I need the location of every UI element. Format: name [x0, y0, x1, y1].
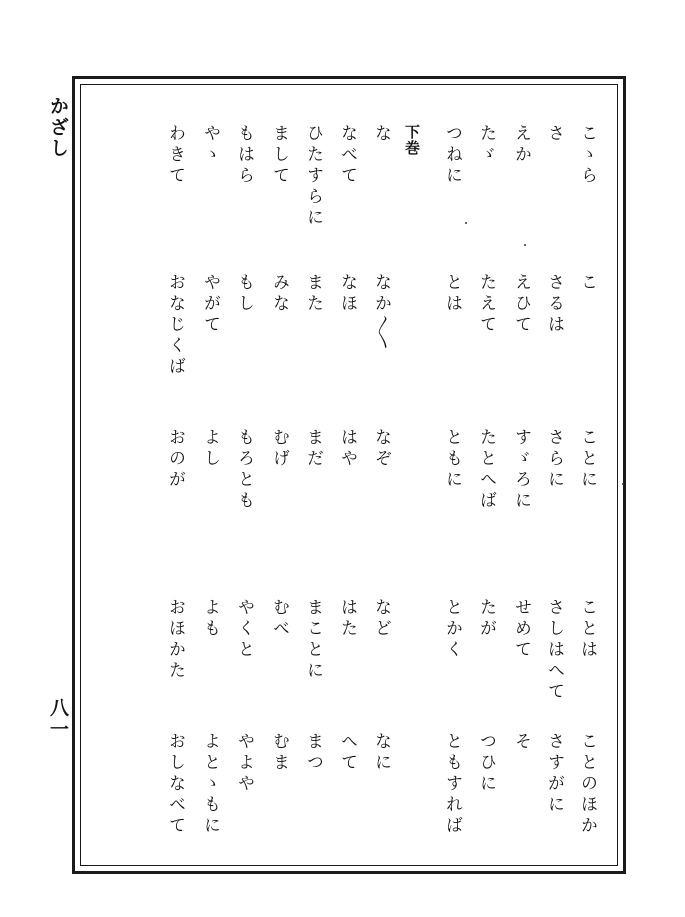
word-entry: すゞろに — [511, 428, 531, 512]
word-entry: よとゝもに — [200, 732, 220, 837]
word-entry: やゝ — [200, 124, 220, 166]
word-entry: むげ — [269, 428, 289, 470]
word-entry: つひに — [476, 732, 496, 795]
word-entry: こ — [577, 273, 597, 294]
word-entry: むま — [269, 732, 289, 774]
word-entry: そ — [511, 732, 531, 753]
word-entry: もはら — [234, 124, 254, 187]
word-entry: おほかた — [165, 598, 185, 682]
word-entry: ことのほか — [577, 732, 597, 837]
word-entry: もろとも — [234, 428, 254, 512]
word-entry: えか — [511, 124, 531, 166]
word-entry: まことに — [303, 598, 323, 682]
word-entry: へて — [337, 732, 357, 774]
word-entry: たが — [476, 598, 496, 640]
word-entry: さしはへて — [544, 598, 564, 703]
word-entry: さらに — [544, 428, 564, 491]
word-entry: とかく — [442, 598, 462, 661]
word-entry: なほ — [337, 273, 357, 315]
running-head: かざし — [47, 96, 69, 159]
word-entry: わきて — [165, 124, 185, 187]
word-entry: やくと — [234, 598, 254, 661]
word-entry: みな — [269, 273, 289, 315]
word-entry: また — [303, 273, 323, 315]
word-entry: はた — [337, 598, 357, 640]
word-entry: な — [371, 124, 391, 145]
page-number: 八一 — [47, 698, 69, 740]
word-entry: よし — [200, 428, 220, 470]
section-heading: 下巻 — [403, 124, 421, 156]
word-entry: おなじくば — [165, 273, 185, 378]
word-entry: つねに — [442, 124, 462, 187]
word-entry: せめて — [511, 598, 531, 661]
word-entry: など — [371, 598, 391, 640]
word-entry: はや — [337, 428, 357, 470]
word-entry: さすがに — [544, 732, 564, 816]
print-speck — [622, 483, 624, 485]
word-entry: こゝら — [577, 124, 597, 187]
word-entry: たえて — [476, 273, 496, 336]
word-entry: ひたすらに — [303, 124, 323, 229]
word-entry: たゞ — [476, 124, 496, 166]
word-entry: まして — [269, 124, 289, 187]
word-entry: やがて — [200, 273, 220, 336]
word-entry: さ — [544, 124, 564, 145]
word-entry: さるは — [544, 273, 564, 336]
word-entry: むべ — [269, 598, 289, 640]
word-entry: まだ — [303, 428, 323, 470]
word-entry: なぞ — [371, 428, 391, 470]
word-entry: もし — [234, 273, 254, 315]
word-entry: おのが — [165, 428, 185, 491]
word-entry: ことに — [577, 428, 597, 491]
word-entry: やよや — [234, 732, 254, 795]
print-speck — [465, 222, 467, 224]
word-entry: なべて — [337, 124, 357, 187]
word-entry: なに — [371, 732, 391, 774]
word-entry: たとへば — [476, 428, 496, 512]
word-entry: なか〳〵 — [371, 273, 391, 353]
word-entry: おしなべて — [165, 732, 185, 837]
word-entry: よも — [200, 598, 220, 640]
word-entry: ともすれば — [442, 732, 462, 837]
word-entry: ことは — [577, 598, 597, 661]
print-speck — [524, 244, 526, 246]
word-entry: とは — [442, 273, 462, 315]
word-entry: まつ — [303, 732, 323, 774]
word-entry: ともに — [442, 428, 462, 491]
word-entry: えひて — [511, 273, 531, 336]
